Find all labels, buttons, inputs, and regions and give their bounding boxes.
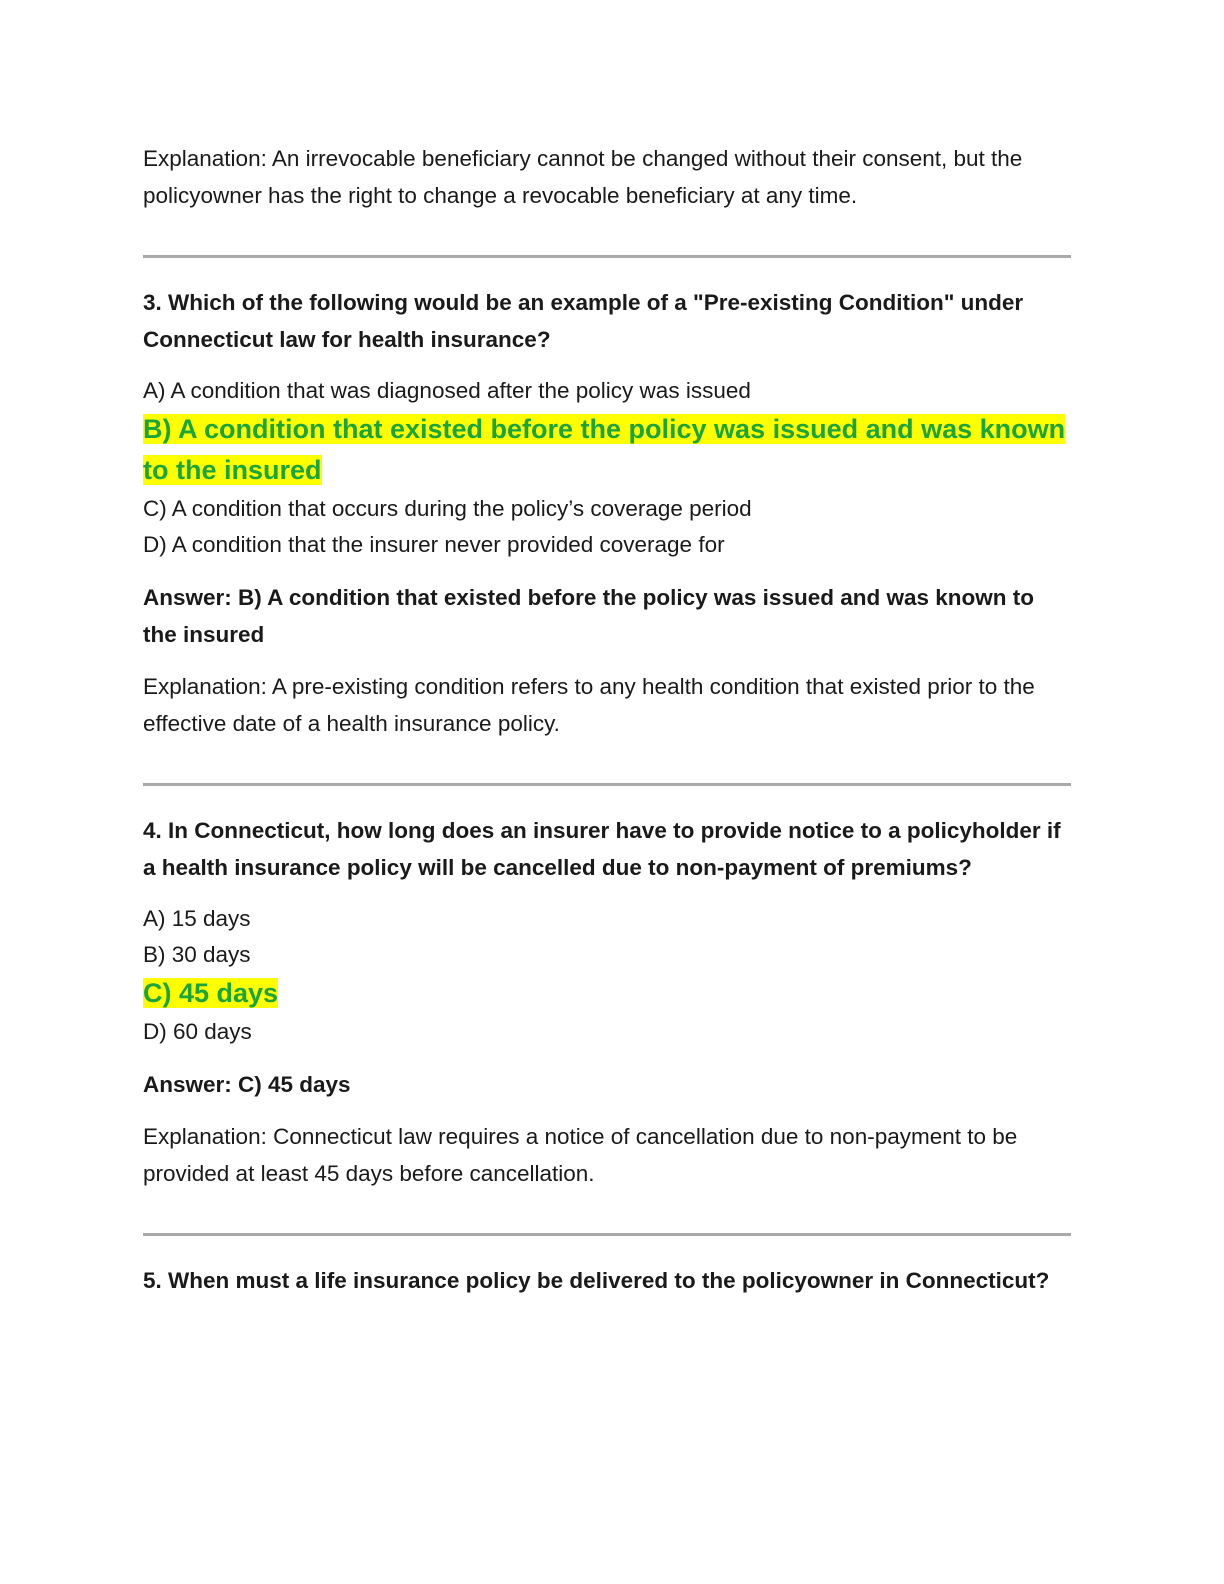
- option-list: [143, 373, 1073, 563]
- divider: [143, 783, 1071, 786]
- option-a: A) 15 days: [143, 906, 251, 931]
- correct-option-highlight: B) A condition that existed before the policy was issued and was known to the insured: [143, 414, 1066, 485]
- question-title: 4. In Connecticut, how long does an insurer have to provide notice to a policyholder if a health insurance policy will be cancelled due to non-payment of premiums?: [143, 818, 1061, 880]
- answer-line: Answer: B) A condition that existed before the policy was issued and was known to the insured: [143, 585, 1034, 647]
- question-title: 3. Which of the following would be an example of a "Pre-existing Condition" under Connecticut law for health insurance?: [143, 290, 1024, 352]
- divider: [143, 255, 1071, 258]
- intro-explanation: Explanation: An irrevocable beneficiary cannot be changed without their consent, but the policyowner has the right to change a revocable beneficiary at any time.: [143, 146, 1023, 208]
- question-4: [143, 812, 1073, 1192]
- option-d: D) A condition that the insurer never provided coverage for: [143, 532, 725, 557]
- document-page: [143, 140, 1073, 1299]
- explanation: Explanation: A pre-existing condition refers to any health condition that existed prior to the effective date of a health insurance policy.: [143, 674, 1035, 736]
- option-c-correct: [143, 973, 1073, 1014]
- answer-line: Answer: C) 45 days: [143, 1072, 351, 1097]
- explanation: Explanation: Connecticut law requires a notice of cancellation due to non-payment to be provided at least 45 days before cancellation.: [143, 1124, 1018, 1186]
- question-5: [143, 1262, 1073, 1299]
- correct-option-highlight: C) 45 days: [143, 978, 279, 1008]
- option-b-correct: [143, 409, 1073, 491]
- question-title: 5. When must a life insurance policy be delivered to the policyowner in Connecticut?: [143, 1268, 1050, 1293]
- question-3: [143, 284, 1073, 742]
- option-list: [143, 901, 1073, 1050]
- option-b: B) 30 days: [143, 942, 251, 967]
- option-d: D) 60 days: [143, 1019, 252, 1044]
- option-c: C) A condition that occurs during the policy’s coverage period: [143, 496, 752, 521]
- option-a: A) A condition that was diagnosed after the policy was issued: [143, 378, 751, 403]
- divider: [143, 1233, 1071, 1236]
